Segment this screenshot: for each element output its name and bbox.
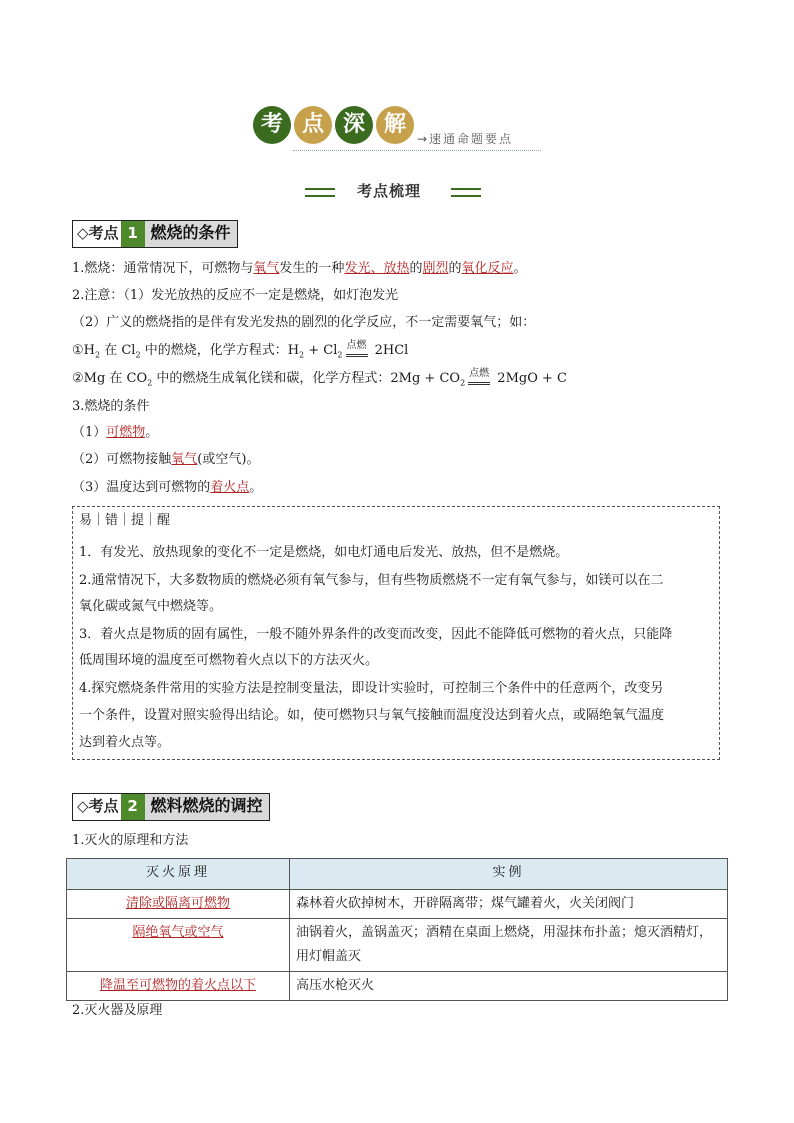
reminder-item-4-cont-1: 一个条件，设置对照实验得出结论。如，使可燃物只与氧气接触而温度没达到着火点，或隔绝氧气温度	[79, 708, 665, 723]
answer-blank: 氧气	[171, 452, 198, 467]
text: 的	[448, 261, 462, 276]
reminder-item-3: 3．着火点是物质的固有属性，一般不随外界条件的改变而改变，因此不能降低可燃物的着火点，只能降	[79, 627, 673, 642]
text: 。	[513, 261, 527, 276]
topic-1-line-2: 2.注意：（1）发光放热的反应不一定是燃烧，如灯泡发光	[72, 288, 399, 303]
subscript: 2	[299, 350, 305, 360]
text: 中的燃烧生成氧化镁和碳，化学方程式：2Mg + CO	[152, 371, 461, 386]
header-subtitle: →速通命题要点	[417, 132, 514, 146]
topic-1-title: 燃烧的条件	[145, 221, 237, 247]
extinguish-principles-table	[66, 858, 728, 1001]
banner-right-line	[451, 188, 481, 197]
topic-2-line-1: 1.灭火的原理和方法	[72, 833, 189, 848]
banner-title: 考点梳理	[357, 182, 422, 200]
text: 的	[409, 261, 423, 276]
text: （3）温度达到可燃物的	[72, 480, 211, 495]
header-char-1: 考	[253, 106, 291, 144]
banner-left-line	[305, 188, 335, 197]
table-header-principle: 灭火原理	[67, 859, 290, 890]
topic-1-equation-1	[72, 338, 408, 369]
header-char-2: 点	[294, 106, 332, 144]
text: ②Mg 在 CO	[72, 371, 148, 386]
table-header-row	[67, 859, 728, 890]
topic-2-line-2: 2.灭火器及原理	[72, 1003, 163, 1018]
text: （2）可燃物接触	[72, 452, 172, 467]
condition-label: 点燃	[468, 366, 490, 385]
error-reminder-box	[72, 506, 720, 760]
topic-2-title: 燃料燃烧的调控	[145, 794, 269, 820]
table-cell-principle: 清除或隔离可燃物	[67, 890, 290, 919]
answer-blank: 着火点	[210, 480, 250, 495]
answer-blank: 剧烈	[422, 261, 449, 276]
topic-2-prefix: ◇考点	[73, 794, 121, 820]
reminder-item-2: 2.通常情况下，大多数物质的燃烧必须有氧气参与，但有些物质燃烧不一定有氧气参与，如镁可以在二	[79, 573, 664, 588]
topic-1-equation-2	[72, 366, 567, 397]
text: 中的燃烧，化学方程式：H	[140, 343, 300, 358]
topic-1-line-1	[72, 256, 527, 282]
table-row	[67, 919, 728, 972]
reminder-item-2-cont: 氧化碳或氮气中燃烧等。	[79, 599, 223, 614]
header-divider	[293, 150, 541, 151]
table-cell-example: 油锅着火，盖锅盖灭；酒精在桌面上燃烧，用湿抹布扑盖；熄灭酒精灯，用灯帽盖灭	[290, 919, 728, 972]
subscript: 2	[337, 350, 343, 360]
answer-blank: 发光、放热	[344, 261, 410, 276]
text: 2HCl	[370, 343, 409, 358]
subscript: 2	[147, 378, 153, 388]
section-banner	[305, 180, 495, 202]
text: + Cl	[304, 343, 338, 358]
header-char-3: 深	[335, 106, 373, 144]
condition-label: 点燃	[346, 338, 368, 357]
topic-2-number: 2	[121, 794, 145, 820]
text: 。	[145, 425, 159, 440]
topic-1-number: 1	[121, 221, 145, 247]
section-header	[253, 106, 553, 156]
text: 在 Cl	[100, 343, 136, 358]
reaction-condition	[346, 338, 368, 357]
table-row	[67, 972, 728, 1001]
topic-1-line-6: 3.燃烧的条件	[72, 399, 150, 414]
subscript: 2	[135, 350, 141, 360]
subscript: 2	[95, 350, 101, 360]
reminder-item-1: 1．有发光、放热现象的变化不一定是燃烧，如电灯通电后发光、放热，但不是燃烧。	[79, 545, 569, 560]
text: 1.燃烧：通常情况下，可燃物与	[72, 261, 254, 276]
answer-blank: 可燃物	[106, 425, 146, 440]
reminder-item-4: 4.探究燃烧条件常用的实验方法是控制变量法，即设计实验时，可控制三个条件中的任意两个，改变另	[79, 681, 664, 696]
table-cell-example: 高压水枪灭火	[290, 972, 728, 1001]
topic-1-line-7	[72, 420, 158, 446]
table-header-example: 实例	[290, 859, 728, 890]
table-cell-principle: 降温至可燃物的着火点以下	[67, 972, 290, 1001]
reminder-item-4-cont-2: 达到着火点等。	[79, 735, 171, 750]
text: 发生的一种	[279, 261, 345, 276]
text: （1）	[72, 425, 107, 440]
answer-blank: 氧气	[253, 261, 280, 276]
text: (或空气)。	[197, 452, 260, 467]
reminder-item-3-cont: 低周围环境的温度至可燃物着火点以下的方法灭火。	[79, 653, 379, 668]
text: 。	[249, 480, 263, 495]
topic-1-header	[72, 220, 238, 248]
subscript: 2	[460, 378, 466, 388]
text: 2MgO + C	[493, 371, 567, 386]
header-char-4: 解	[376, 106, 414, 144]
reaction-condition	[468, 366, 490, 385]
topic-2-header	[72, 793, 270, 821]
reminder-title: 易｜错｜提｜醒	[79, 513, 171, 528]
topic-1-line-8	[72, 447, 259, 473]
topic-1-prefix: ◇考点	[73, 221, 121, 247]
table-cell-principle: 隔绝氧气或空气	[67, 919, 290, 972]
table-cell-example: 森林着火砍掉树木，开辟隔离带；煤气罐着火，火关闭阀门	[290, 890, 728, 919]
answer-blank: 氧化反应	[461, 261, 514, 276]
topic-1-line-3: （2）广义的燃烧指的是伴有发光发热的剧烈的化学反应，不一定需要氧气；如：	[72, 315, 536, 330]
table-row	[67, 890, 728, 919]
topic-1-line-9	[72, 475, 262, 501]
text: ①H	[72, 343, 95, 358]
